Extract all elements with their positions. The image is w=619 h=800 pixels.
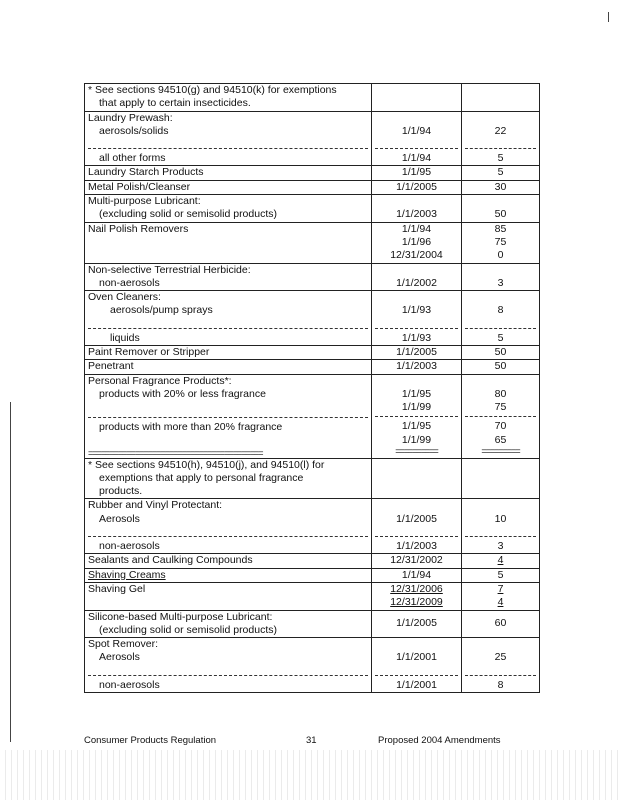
footnote-line: products.: [99, 485, 143, 498]
category-title: Spot Remover:: [88, 638, 159, 651]
voc-limit: 3: [497, 276, 504, 289]
divider: [88, 675, 368, 676]
date-cell: [372, 346, 462, 360]
date-cell: [372, 166, 462, 180]
limit-cell: [462, 166, 540, 180]
effective-date: 1/1/2003: [396, 208, 437, 221]
table-row: [85, 263, 540, 291]
table-row: [85, 499, 540, 554]
voc-limit: 70: [494, 420, 507, 433]
date-cell: [372, 499, 462, 554]
category-cell: [85, 499, 372, 554]
effective-date: 1/1/2003: [396, 540, 437, 553]
category-title: Shaving Gel: [88, 582, 146, 595]
effective-date: 1/1/2005: [396, 346, 437, 359]
table-row: [85, 568, 540, 582]
effective-date: 12/31/2009: [390, 596, 443, 609]
effective-date: 1/1/2005: [396, 512, 437, 525]
date-cell: [372, 568, 462, 582]
voc-limit: 22: [494, 124, 507, 137]
divider: [88, 328, 368, 329]
category-title: Metal Polish/Cleanser: [88, 180, 191, 193]
limit-cell: [462, 582, 540, 610]
date-cell: [372, 195, 462, 223]
voc-limits-table: [84, 83, 540, 693]
category-title: Laundry Prewash:: [88, 111, 173, 124]
subcategory-label: non-aerosols: [99, 276, 160, 289]
category-cell: [85, 291, 372, 346]
voc-limit: 60: [494, 617, 507, 630]
footer-title: Consumer Products Regulation: [84, 735, 217, 746]
limit-cell: [462, 374, 540, 458]
category-title: Rubber and Vinyl Protectant:: [88, 499, 223, 512]
separator-line: =========================================: [88, 448, 263, 458]
divider: [465, 675, 536, 676]
category-cell: [85, 166, 372, 180]
margin-line: [10, 402, 11, 742]
effective-date: 1/1/93: [401, 331, 432, 344]
table-row: [85, 360, 540, 374]
effective-date: 1/1/95: [401, 166, 432, 179]
effective-date: 1/1/94: [401, 568, 432, 581]
table-row: [85, 554, 540, 568]
category-title: Oven Cleaners:: [88, 291, 161, 304]
table-row: [85, 291, 540, 346]
voc-limit: 3: [497, 540, 504, 553]
table-row: [85, 180, 540, 194]
date-cell: [372, 111, 462, 166]
category-cell: [85, 638, 372, 693]
table-row: [85, 638, 540, 693]
effective-date: 12/31/2002: [390, 554, 443, 567]
table-row: [85, 195, 540, 223]
category-cell: [85, 346, 372, 360]
limit-cell: [462, 458, 540, 499]
category-cell: [85, 84, 372, 112]
voc-limit: 5: [497, 568, 504, 581]
date-cell: [372, 458, 462, 499]
effective-date: 1/1/95: [401, 387, 432, 400]
effective-date: 1/1/99: [401, 400, 432, 413]
effective-date: 1/1/93: [401, 304, 432, 317]
subcategory-label: all other forms: [99, 152, 166, 165]
category-title: Shaving Creams: [88, 568, 166, 581]
limit-cell: [462, 610, 540, 638]
voc-limit: 30: [494, 180, 507, 193]
category-title: Multi-purpose Lubricant:: [88, 195, 201, 208]
voc-limit: 5: [497, 152, 504, 165]
category-title: Laundry Starch Products: [88, 166, 204, 179]
divider: [465, 148, 536, 149]
date-cell: [372, 554, 462, 568]
effective-date: 1/1/99: [401, 433, 432, 446]
date-cell: [372, 291, 462, 346]
divider: [465, 328, 536, 329]
limit-cell: [462, 346, 540, 360]
effective-date: 1/1/96: [401, 235, 432, 248]
scan-noise: [0, 750, 619, 800]
category-cell: [85, 582, 372, 610]
corner-mark: [608, 12, 609, 22]
divider: [375, 416, 458, 417]
category-cell: [85, 360, 372, 374]
voc-limit: 5: [497, 331, 504, 344]
page-number: 31: [306, 735, 317, 746]
date-cell: [372, 374, 462, 458]
footnote-line: * See sections 94510(g) and 94510(k) for exemptions: [88, 84, 337, 96]
effective-date: 1/1/2005: [396, 617, 437, 630]
subcategory-label: (excluding solid or semisolid products): [99, 623, 277, 636]
effective-date: 1/1/2001: [396, 651, 437, 664]
table-row: [85, 166, 540, 180]
divider: [88, 148, 368, 149]
table-row: [85, 582, 540, 610]
footnote-line: that apply to certain insecticides.: [99, 97, 251, 110]
limit-cell: [462, 263, 540, 291]
effective-date: 1/1/2002: [396, 276, 437, 289]
footnote-line: * See sections 94510(h), 94510(j), and 94510(l) for: [88, 458, 325, 471]
voc-limit: 50: [494, 208, 507, 221]
category-title: Non-selective Terrestrial Herbicide:: [88, 263, 251, 276]
effective-date: 12/31/2004: [390, 249, 443, 262]
limit-cell: [462, 360, 540, 374]
divider: [465, 416, 536, 417]
category-title: Nail Polish Removers: [88, 222, 189, 235]
limit-cell: [462, 222, 540, 263]
date-cell: [372, 84, 462, 112]
category-cell: [85, 554, 372, 568]
limit-cell: [462, 84, 540, 112]
category-cell: [85, 458, 372, 499]
category-title: Personal Fragrance Products*:: [88, 374, 232, 387]
limit-cell: [462, 554, 540, 568]
subcategory-label: Aerosols: [99, 512, 140, 525]
footnote-line: exemptions that apply to personal fragrance: [99, 471, 304, 484]
voc-limit: 4: [497, 554, 504, 567]
category-cell: [85, 180, 372, 194]
table-row: [85, 222, 540, 263]
category-title: Penetrant: [88, 360, 134, 373]
voc-limit: 8: [497, 678, 504, 691]
date-cell: [372, 360, 462, 374]
effective-date: 1/1/95: [401, 420, 432, 433]
category-cell: [85, 568, 372, 582]
voc-limit: 4: [497, 596, 504, 609]
voc-limit: 50: [494, 360, 507, 373]
subcategory-label: liquids: [110, 331, 140, 344]
date-cell: [372, 180, 462, 194]
regulation-table-page: [84, 83, 539, 693]
category-title: Paint Remover or Stripper: [88, 346, 210, 359]
category-cell: [85, 111, 372, 166]
divider: [375, 675, 458, 676]
table-row: [85, 346, 540, 360]
date-cell: [372, 610, 462, 638]
voc-limit: 65: [494, 433, 507, 446]
category-cell: [85, 195, 372, 223]
date-cell: [372, 263, 462, 291]
voc-limit: 50: [494, 346, 507, 359]
date-cell: [372, 582, 462, 610]
divider: [88, 417, 368, 418]
table-row: [85, 111, 540, 166]
effective-date: 1/1/94: [401, 124, 432, 137]
limit-cell: [462, 638, 540, 693]
voc-limit: 7: [497, 582, 504, 595]
category-cell: [85, 222, 372, 263]
subcategory-label: Aerosols: [99, 651, 140, 664]
voc-limit: 25: [494, 651, 507, 664]
category-cell: [85, 263, 372, 291]
limit-cell: [462, 568, 540, 582]
divider: [465, 536, 536, 537]
separator-line: =========: [481, 446, 520, 456]
effective-date: 1/1/2005: [396, 180, 437, 193]
divider: [375, 328, 458, 329]
table-row: [85, 84, 540, 112]
divider: [88, 536, 368, 537]
subcategory-label: products with more than 20% fragrance: [99, 421, 283, 434]
limit-cell: [462, 180, 540, 194]
effective-date: 12/31/2006: [390, 582, 443, 595]
subcategory-label: products with 20% or less fragrance: [99, 387, 266, 400]
table-row: [85, 610, 540, 638]
voc-limit: 85: [494, 222, 507, 235]
subcategory-label: aerosols/solids: [99, 124, 169, 137]
voc-limit: 75: [494, 400, 507, 413]
limit-cell: [462, 195, 540, 223]
limit-cell: [462, 291, 540, 346]
category-title: Silicone-based Multi-purpose Lubricant:: [88, 610, 273, 623]
effective-date: 1/1/2003: [396, 360, 437, 373]
category-cell: [85, 610, 372, 638]
voc-limit: 0: [497, 249, 504, 262]
voc-limit: 5: [497, 166, 504, 179]
limit-cell: [462, 499, 540, 554]
separator-line: ==========: [395, 446, 438, 456]
voc-limit: 80: [494, 387, 507, 400]
subcategory-label: non-aerosols: [99, 678, 160, 691]
table-row: [85, 458, 540, 499]
category-cell: [85, 374, 372, 458]
category-title: Sealants and Caulking Compounds: [88, 554, 253, 567]
table-row: [85, 374, 540, 458]
voc-limit: 75: [494, 235, 507, 248]
subcategory-label: non-aerosols: [99, 540, 160, 553]
effective-date: 1/1/94: [401, 222, 432, 235]
voc-limit: 8: [497, 304, 504, 317]
subcategory-label: aerosols/pump sprays: [110, 304, 213, 317]
divider: [375, 536, 458, 537]
limit-cell: [462, 111, 540, 166]
footer-subtitle: Proposed 2004 Amendments: [378, 735, 501, 746]
effective-date: 1/1/94: [401, 152, 432, 165]
date-cell: [372, 222, 462, 263]
effective-date: 1/1/2001: [396, 678, 437, 691]
voc-limit: 10: [494, 512, 507, 525]
subcategory-label: (excluding solid or semisolid products): [99, 208, 277, 221]
divider: [375, 148, 458, 149]
date-cell: [372, 638, 462, 693]
